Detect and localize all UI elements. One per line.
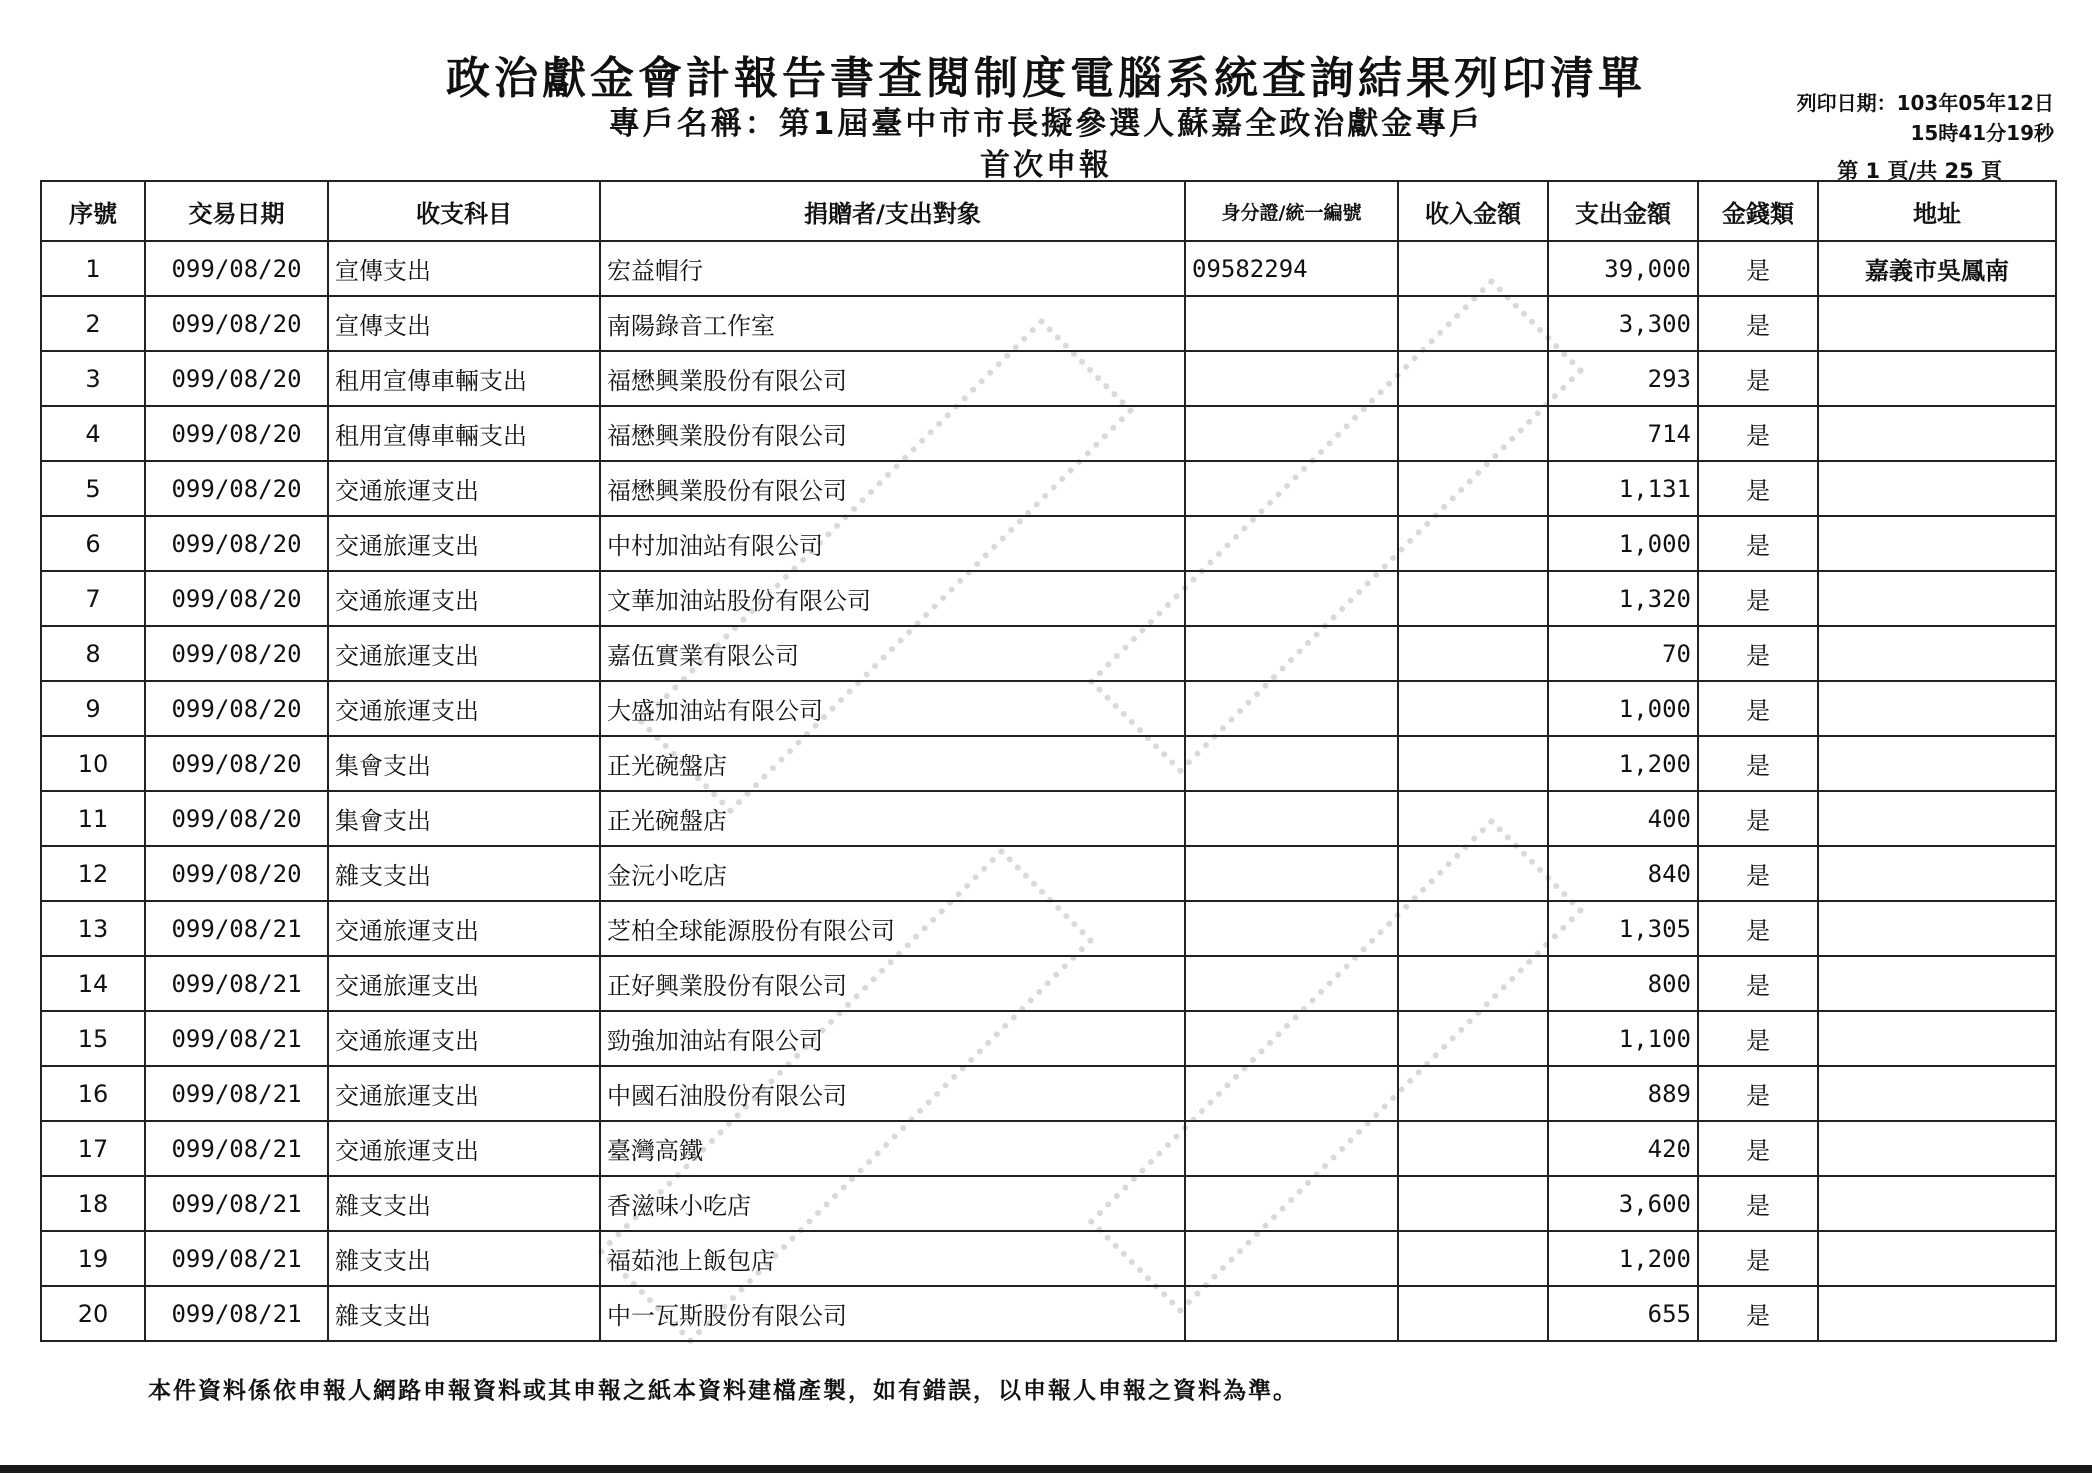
cash-flag-cell: 是: [1698, 1176, 1818, 1231]
footer-note: 本件資料係依申報人網路申報資料或其申報之紙本資料建檔產製，如有錯誤，以申報人申報之資料為準。: [148, 1378, 1298, 1404]
cash-flag-cell: 是: [1698, 351, 1818, 406]
cash-flag-cell: 是: [1698, 516, 1818, 571]
seq-cell: 18: [41, 1176, 145, 1231]
column-header: 交易日期: [145, 181, 328, 241]
income-cell: [1398, 461, 1548, 516]
category-cell: 宣傳支出: [328, 241, 600, 296]
counterparty-cell: 福懋興業股份有限公司: [600, 461, 1185, 516]
id-number-cell: [1185, 571, 1398, 626]
expense-cell: 1,200: [1548, 1231, 1698, 1286]
cash-flag-cell: 是: [1698, 1011, 1818, 1066]
cash-flag-cell: 是: [1698, 901, 1818, 956]
income-cell: [1398, 901, 1548, 956]
report-type: 首次申報: [980, 148, 1112, 183]
seq-cell: 2: [41, 296, 145, 351]
seq-cell: 5: [41, 461, 145, 516]
category-cell: 交通旅運支出: [328, 901, 600, 956]
expense-cell: 70: [1548, 626, 1698, 681]
date-cell: 099/08/21: [145, 1011, 328, 1066]
id-number-cell: [1185, 901, 1398, 956]
address-cell: [1818, 1286, 2056, 1341]
table-row: [41, 901, 2056, 956]
address-cell: [1818, 846, 2056, 901]
seq-cell: 6: [41, 516, 145, 571]
address-cell: [1818, 1011, 2056, 1066]
income-cell: [1398, 1231, 1548, 1286]
expense-cell: 1,200: [1548, 736, 1698, 791]
seq-cell: 1: [41, 241, 145, 296]
category-cell: 交通旅運支出: [328, 516, 600, 571]
seq-cell: 4: [41, 406, 145, 461]
table-row: [41, 571, 2056, 626]
expense-cell: 1,000: [1548, 681, 1698, 736]
table-row: [41, 846, 2056, 901]
expense-cell: 840: [1548, 846, 1698, 901]
expense-cell: 714: [1548, 406, 1698, 461]
id-number-cell: 09582294: [1185, 241, 1398, 296]
seq-cell: 17: [41, 1121, 145, 1176]
table-row: [41, 1286, 2056, 1341]
income-cell: [1398, 1011, 1548, 1066]
column-header: 金錢類: [1698, 181, 1818, 241]
address-cell: [1818, 351, 2056, 406]
print-date-line1: 列印日期：103年05年12日: [1796, 91, 2054, 115]
category-cell: 租用宣傳車輛支出: [328, 351, 600, 406]
expense-cell: 3,300: [1548, 296, 1698, 351]
counterparty-cell: 宏益帽行: [600, 241, 1185, 296]
table-row: [41, 736, 2056, 791]
category-cell: 交通旅運支出: [328, 626, 600, 681]
income-cell: [1398, 571, 1548, 626]
date-cell: 099/08/20: [145, 736, 328, 791]
seq-cell: 12: [41, 846, 145, 901]
page-info: 第 1 頁/共 25 頁: [1837, 159, 2002, 183]
income-cell: [1398, 681, 1548, 736]
id-number-cell: [1185, 1176, 1398, 1231]
seq-cell: 20: [41, 1286, 145, 1341]
id-number-cell: [1185, 956, 1398, 1011]
date-cell: 099/08/20: [145, 681, 328, 736]
id-number-cell: [1185, 736, 1398, 791]
date-cell: 099/08/21: [145, 1176, 328, 1231]
id-number-cell: [1185, 1011, 1398, 1066]
expense-cell: 655: [1548, 1286, 1698, 1341]
table-row: [41, 1121, 2056, 1176]
table-row: [41, 1231, 2056, 1286]
expense-cell: 3,600: [1548, 1176, 1698, 1231]
seq-cell: 19: [41, 1231, 145, 1286]
seq-cell: 14: [41, 956, 145, 1011]
table-row: [41, 626, 2056, 681]
date-cell: 099/08/20: [145, 351, 328, 406]
address-cell: [1818, 626, 2056, 681]
address-cell: [1818, 296, 2056, 351]
table-row: [41, 681, 2056, 736]
id-number-cell: [1185, 681, 1398, 736]
seq-cell: 13: [41, 901, 145, 956]
counterparty-cell: 芝柏全球能源股份有限公司: [600, 901, 1185, 956]
table-row: [41, 791, 2056, 846]
cash-flag-cell: 是: [1698, 736, 1818, 791]
category-cell: 交通旅運支出: [328, 571, 600, 626]
expense-cell: 293: [1548, 351, 1698, 406]
category-cell: 交通旅運支出: [328, 1066, 600, 1121]
seq-cell: 7: [41, 571, 145, 626]
category-cell: 交通旅運支出: [328, 681, 600, 736]
id-number-cell: [1185, 791, 1398, 846]
table-row: [41, 1011, 2056, 1066]
counterparty-cell: 文華加油站股份有限公司: [600, 571, 1185, 626]
address-cell: [1818, 1066, 2056, 1121]
column-header: 地址: [1818, 181, 2056, 241]
column-header: 捐贈者/支出對象: [600, 181, 1185, 241]
cash-flag-cell: 是: [1698, 241, 1818, 296]
seq-cell: 8: [41, 626, 145, 681]
date-cell: 099/08/21: [145, 1066, 328, 1121]
category-cell: 交通旅運支出: [328, 1011, 600, 1066]
ledger-body: [41, 241, 2056, 1341]
address-cell: [1818, 681, 2056, 736]
income-cell: [1398, 296, 1548, 351]
table-row: [41, 1176, 2056, 1231]
expense-cell: 1,305: [1548, 901, 1698, 956]
counterparty-cell: 正好興業股份有限公司: [600, 956, 1185, 1011]
counterparty-cell: 臺灣高鐵: [600, 1121, 1185, 1176]
id-number-cell: [1185, 296, 1398, 351]
expense-cell: 39,000: [1548, 241, 1698, 296]
cash-flag-cell: 是: [1698, 571, 1818, 626]
income-cell: [1398, 791, 1548, 846]
expense-cell: 1,000: [1548, 516, 1698, 571]
income-cell: [1398, 516, 1548, 571]
address-cell: [1818, 791, 2056, 846]
address-cell: [1818, 571, 2056, 626]
cash-flag-cell: 是: [1698, 956, 1818, 1011]
id-number-cell: [1185, 406, 1398, 461]
column-header: 序號: [41, 181, 145, 241]
id-number-cell: [1185, 846, 1398, 901]
category-cell: 宣傳支出: [328, 296, 600, 351]
address-cell: [1818, 461, 2056, 516]
id-number-cell: [1185, 1121, 1398, 1176]
counterparty-cell: 福茹池上飯包店: [600, 1231, 1185, 1286]
expense-cell: 1,131: [1548, 461, 1698, 516]
table-row: [41, 516, 2056, 571]
id-number-cell: [1185, 1231, 1398, 1286]
date-cell: 099/08/20: [145, 791, 328, 846]
counterparty-cell: 福懋興業股份有限公司: [600, 406, 1185, 461]
category-cell: 交通旅運支出: [328, 1121, 600, 1176]
seq-cell: 9: [41, 681, 145, 736]
address-cell: [1818, 406, 2056, 461]
expense-cell: 1,100: [1548, 1011, 1698, 1066]
category-cell: 交通旅運支出: [328, 956, 600, 1011]
income-cell: [1398, 241, 1548, 296]
column-header: 收支科目: [328, 181, 600, 241]
table-row: [41, 406, 2056, 461]
counterparty-cell: 正光碗盤店: [600, 791, 1185, 846]
address-cell: 嘉義市吳鳳南: [1818, 241, 2056, 296]
counterparty-cell: 正光碗盤店: [600, 736, 1185, 791]
address-cell: [1818, 901, 2056, 956]
expense-cell: 1,320: [1548, 571, 1698, 626]
counterparty-cell: 中國石油股份有限公司: [600, 1066, 1185, 1121]
counterparty-cell: 中一瓦斯股份有限公司: [600, 1286, 1185, 1341]
cash-flag-cell: 是: [1698, 1121, 1818, 1176]
address-cell: [1818, 736, 2056, 791]
expense-cell: 889: [1548, 1066, 1698, 1121]
column-header: 收入金額: [1398, 181, 1548, 241]
income-cell: [1398, 1066, 1548, 1121]
ledger-table: [40, 180, 2057, 1342]
seq-cell: 10: [41, 736, 145, 791]
counterparty-cell: 金沅小吃店: [600, 846, 1185, 901]
expense-cell: 800: [1548, 956, 1698, 1011]
table-row: [41, 351, 2056, 406]
id-number-cell: [1185, 461, 1398, 516]
print-date-line2: 15時41分19秒: [1910, 121, 2054, 145]
income-cell: [1398, 351, 1548, 406]
counterparty-cell: 勁強加油站有限公司: [600, 1011, 1185, 1066]
income-cell: [1398, 626, 1548, 681]
counterparty-cell: 南陽錄音工作室: [600, 296, 1185, 351]
counterparty-cell: 嘉伍實業有限公司: [600, 626, 1185, 681]
cash-flag-cell: 是: [1698, 296, 1818, 351]
income-cell: [1398, 956, 1548, 1011]
id-number-cell: [1185, 351, 1398, 406]
income-cell: [1398, 846, 1548, 901]
table-row: [41, 1066, 2056, 1121]
table-header-row: [41, 181, 2056, 241]
date-cell: 099/08/20: [145, 461, 328, 516]
table-row: [41, 461, 2056, 516]
cash-flag-cell: 是: [1698, 1231, 1818, 1286]
category-cell: 集會支出: [328, 736, 600, 791]
counterparty-cell: 福懋興業股份有限公司: [600, 351, 1185, 406]
address-cell: [1818, 1176, 2056, 1231]
id-number-cell: [1185, 1286, 1398, 1341]
date-cell: 099/08/21: [145, 1121, 328, 1176]
date-cell: 099/08/21: [145, 956, 328, 1011]
table-row: [41, 241, 2056, 296]
cash-flag-cell: 是: [1698, 406, 1818, 461]
cash-flag-cell: 是: [1698, 626, 1818, 681]
account-name: 專戶名稱：第1屆臺中市市長擬參選人蘇嘉全政治獻金專戶: [608, 106, 1484, 142]
cash-flag-cell: 是: [1698, 846, 1818, 901]
seq-cell: 15: [41, 1011, 145, 1066]
column-header: 身分證/統一編號: [1185, 181, 1398, 241]
category-cell: 集會支出: [328, 791, 600, 846]
income-cell: [1398, 1286, 1548, 1341]
income-cell: [1398, 1176, 1548, 1231]
date-cell: 099/08/21: [145, 1286, 328, 1341]
seq-cell: 11: [41, 791, 145, 846]
address-cell: [1818, 1121, 2056, 1176]
seq-cell: 16: [41, 1066, 145, 1121]
category-cell: 雜支支出: [328, 846, 600, 901]
date-cell: 099/08/20: [145, 296, 328, 351]
scan-edge: [0, 1465, 2092, 1473]
income-cell: [1398, 736, 1548, 791]
date-cell: 099/08/20: [145, 626, 328, 681]
table-row: [41, 956, 2056, 1011]
document-title: 政治獻金會計報告書查閱制度電腦系統查詢結果列印清單: [446, 53, 1646, 104]
cash-flag-cell: 是: [1698, 681, 1818, 736]
category-cell: 雜支支出: [328, 1176, 600, 1231]
category-cell: 雜支支出: [328, 1286, 600, 1341]
table-row: [41, 296, 2056, 351]
date-cell: 099/08/20: [145, 406, 328, 461]
cash-flag-cell: 是: [1698, 461, 1818, 516]
category-cell: 雜支支出: [328, 1231, 600, 1286]
date-cell: 099/08/20: [145, 571, 328, 626]
counterparty-cell: 中村加油站有限公司: [600, 516, 1185, 571]
cash-flag-cell: 是: [1698, 1066, 1818, 1121]
address-cell: [1818, 1231, 2056, 1286]
counterparty-cell: 大盛加油站有限公司: [600, 681, 1185, 736]
address-cell: [1818, 516, 2056, 571]
column-header: 支出金額: [1548, 181, 1698, 241]
counterparty-cell: 香滋味小吃店: [600, 1176, 1185, 1231]
seq-cell: 3: [41, 351, 145, 406]
expense-cell: 400: [1548, 791, 1698, 846]
date-cell: 099/08/20: [145, 241, 328, 296]
date-cell: 099/08/21: [145, 901, 328, 956]
date-cell: 099/08/20: [145, 516, 328, 571]
cash-flag-cell: 是: [1698, 1286, 1818, 1341]
category-cell: 租用宣傳車輛支出: [328, 406, 600, 461]
id-number-cell: [1185, 626, 1398, 681]
id-number-cell: [1185, 516, 1398, 571]
income-cell: [1398, 406, 1548, 461]
date-cell: 099/08/21: [145, 1231, 328, 1286]
income-cell: [1398, 1121, 1548, 1176]
expense-cell: 420: [1548, 1121, 1698, 1176]
cash-flag-cell: 是: [1698, 791, 1818, 846]
category-cell: 交通旅運支出: [328, 461, 600, 516]
date-cell: 099/08/20: [145, 846, 328, 901]
address-cell: [1818, 956, 2056, 1011]
print-date: [1797, 88, 2054, 148]
id-number-cell: [1185, 1066, 1398, 1121]
